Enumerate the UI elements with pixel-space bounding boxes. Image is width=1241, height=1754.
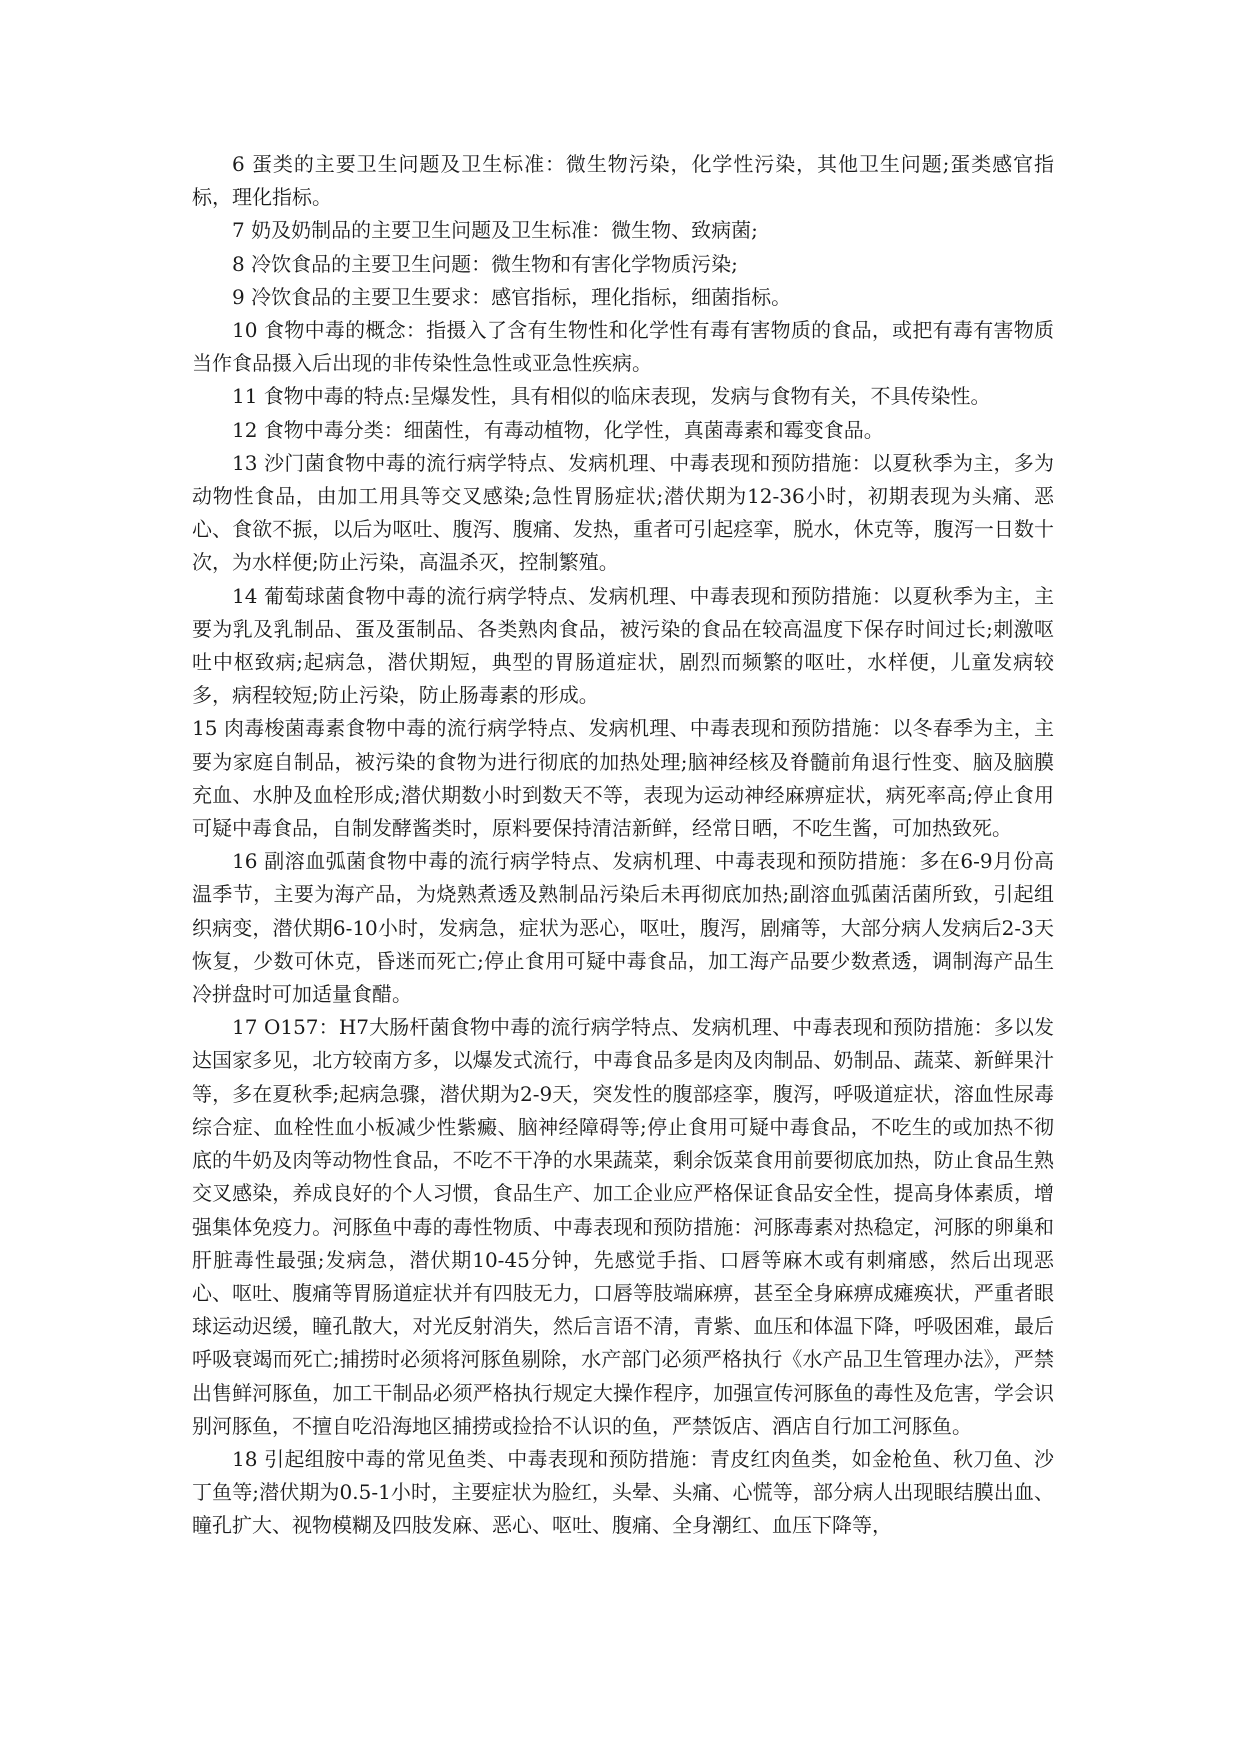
paragraph-15: 15 肉毒梭菌毒素食物中毒的流行病学特点、发病机理、中毒表现和预防措施：以冬春季为主，主要为家庭自制品，被污染的食物为进行彻底的加热处理;脑神经核及脊髓前角退行性变、脑及脑膜充血、水肿及血栓形成;潜伏期数小时到数天不等，表现为运动神经麻痹症状，病死率高;停止食用可疑中毒食品，自制发酵酱类时，原料要保持清洁新鲜，经常日晒，不吃生酱，可加热致死。	[192, 716, 1054, 841]
paragraph-12: 12 食物中毒分类：细菌性，有毒动植物，化学性，真菌毒素和霉变食品。	[232, 417, 884, 442]
document-page	[192, 148, 1054, 1543]
paragraph-10: 10 食物中毒的概念：指摄入了含有生物性和化学性有毒有害物质的食品，或把有毒有害物质当作食品摄入后出现的非传染性急性或亚急性疾病。	[192, 318, 1054, 376]
paragraph-13: 13 沙门菌食物中毒的流行病学特点、发病机理、中毒表现和预防措施：以夏秋季为主，多为动物性食品，由加工用具等交叉感染;急性胃肠症状;潜伏期为12-36小时，初期表现为头痛、恶心、食欲不振，以后为呕吐、腹泻、腹痛、发热，重者可引起痉挛，脱水，休克等，腹泻一日数十次，为水样便;防止污染，高温杀灭，控制繁殖。	[192, 450, 1054, 575]
paragraph-11: 11 食物中毒的特点:呈爆发性，具有相似的临床表现，发病与食物有关，不具传染性。	[232, 384, 991, 409]
paragraph-8: 8 冷饮食品的主要卫生问题：微生物和有害化学物质污染;	[232, 251, 738, 276]
paragraph-14: 14 葡萄球菌食物中毒的流行病学特点、发病机理、中毒表现和预防措施：以夏秋季为主，主要为乳及乳制品、蛋及蛋制品、各类熟肉食品，被污染的食品在较高温度下保存时间过长;刺激呕吐中枢致病;起病急，潜伏期短，典型的胃肠道症状，剧烈而频繁的呕吐，水样便，儿童发病较多，病程较短;防止污染，防止肠毒素的形成。	[192, 583, 1054, 708]
paragraph-6: 6 蛋类的主要卫生问题及卫生标准：微生物污染，化学性污染，其他卫生问题;蛋类感官指标，理化指标。	[192, 152, 1054, 210]
paragraph-17: 17 O157：H7大肠杆菌食物中毒的流行病学特点、发病机理、中毒表现和预防措施：多以发达国家多见，北方较南方多，以爆发式流行，中毒食品多是肉及肉制品、奶制品、蔬菜、新鲜果汁等，多在夏秋季;起病急骤，潜伏期为2-9天，突发性的腹部痉挛，腹泻，呼吸道症状，溶血性尿毒综合症、血栓性血小板减少性紫癜、脑神经障碍等;停止食用可疑中毒食品，不吃生的或加热不彻底的牛奶及肉等动物性食品，不吃不干净的水果蔬菜，剩余饭菜食用前要彻底加热，防止食品生熟交叉感染，养成良好的个人习惯，食品生产、加工企业应严格保证食品安全性，提高身体素质，增强集体免疫力。河豚鱼中毒的毒性物质、中毒表现和预防措施：河豚毒素对热稳定，河豚的卵巢和肝脏毒性最强;发病急，潜伏期10-45分钟，先感觉手指、口唇等麻木或有刺痛感，然后出现恶心、呕吐、腹痛等胃肠道症状并有四肢无力，口唇等肢端麻痹，甚至全身麻痹成瘫痪状，严重者眼球运动迟缓，瞳孔散大，对光反射消失，然后言语不清，青紫、血压和体温下降，呼吸困难，最后呼吸衰竭而死亡;捕捞时必须将河豚鱼剔除，水产部门必须严格执行《水产品卫生管理办法》，严禁出售鲜河豚鱼，加工干制品必须严格执行规定大操作程序，加强宣传河豚鱼的毒性及危害，学会识别河豚鱼，不擅自吃沿海地区捕捞或捡拾不认识的鱼，严禁饭店、酒店自行加工河豚鱼。	[192, 1015, 1054, 1438]
paragraph-7: 7 奶及奶制品的主要卫生问题及卫生标准：微生物、致病菌;	[232, 218, 758, 243]
paragraph-16: 16 副溶血弧菌食物中毒的流行病学特点、发病机理、中毒表现和预防措施：多在6-9月份高温季节，主要为海产品，为烧熟煮透及熟制品污染后未再彻底加热;副溶血弧菌活菌所致，引起组织病变，潜伏期6-10小时，发病急，症状为恶心，呕吐，腹泻，剧痛等，大部分病人发病后2-3天恢复，少数可休克，昏迷而死亡;停止食用可疑中毒食品，加工海产品要少数煮透，调制海产品生冷拼盘时可加适量食醋。	[192, 849, 1054, 1007]
paragraph-18: 18 引起组胺中毒的常见鱼类、中毒表现和预防措施：青皮红肉鱼类，如金枪鱼、秋刀鱼、沙丁鱼等;潜伏期为0.5-1小时，主要症状为脸红，头晕、头痛、心慌等，部分病人出现眼结膜出血、瞳孔扩大、视物模糊及四肢发麻、恶心、呕吐、腹痛、全身潮红、血压下降等，	[192, 1446, 1054, 1538]
paragraph-9: 9 冷饮食品的主要卫生要求：感官指标，理化指标，细菌指标。	[232, 284, 792, 309]
